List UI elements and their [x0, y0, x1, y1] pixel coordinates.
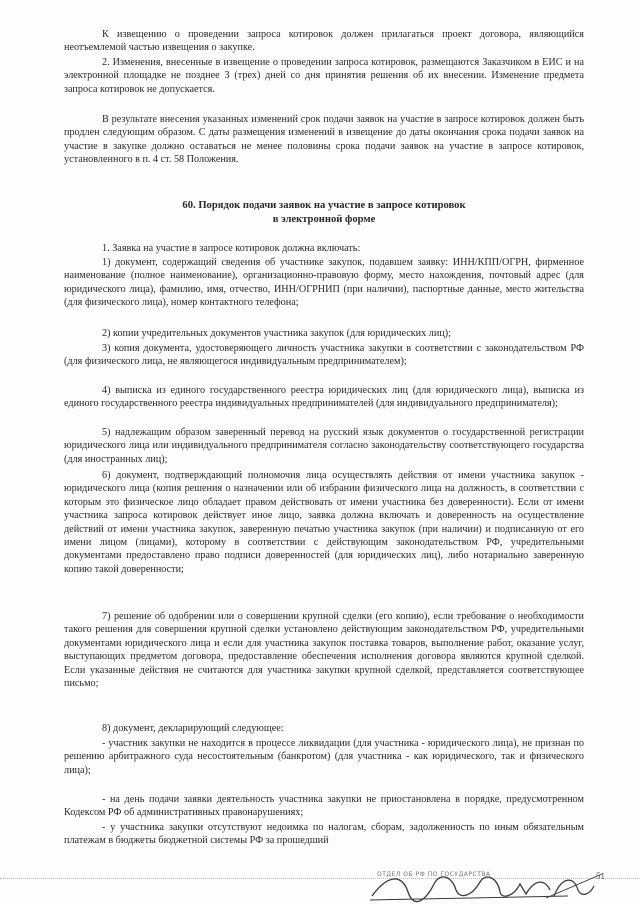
- paragraph-contract-attachment: К извещению о проведении запроса котировок должен прилагаться проект договора, являющийся неотъемлемой частью извещения о закупке.: [64, 29, 584, 54]
- paragraph-subitem-2: 2) копии учредительных документов участника закупок (для юридических лиц);: [102, 328, 451, 339]
- paragraph-subitem-1: 1) документ, содержащий сведения об участнике закупок, подавшем заявку: ИНН/КПП/ОГРН, фирменное наименование (полное наименование), организационно-правовую форму, место нахождения, почтовый адрес (для юридического лица), фамилию, имя, отчество, ИНН/ОГРНИП (при наличии), паспортные данные, место жительства (для физического лица), номер контактного телефона;: [64, 257, 584, 309]
- stamp-text: ОТДЕЛ ОБ РФ ПО ГОСУДАРСТВА: [377, 871, 491, 878]
- paragraph-subitem-3: 3) копия документа, удостоверяющего личность участника закупки в соответствии с законодательством РФ (для физического лица, не являющегося индивидуальным предпринимателем);: [64, 343, 584, 368]
- paragraph-declaration-arrears: - у участника закупки отсутствуют недоимка по налогам, сборам, задолженность по иным обязательным платежам в бюджеты бюджетной системы РФ за прошедший: [64, 822, 584, 847]
- paragraph-subitem-8: 8) документ, декларирующий следующее:: [102, 723, 284, 734]
- section-heading-line1: 60. Порядок подачи заявок на участие в запросе котировок: [182, 200, 466, 211]
- handwritten-signature: [368, 866, 608, 906]
- paragraph-declaration-suspension: - на день подачи заявки деятельность участника закупки не приостановлена в порядке, предусмотренном Кодексом РФ об административных правонарушениях;: [64, 794, 584, 819]
- paragraph-item-1-intro: 1. Заявка на участие в запросе котировок должна включать:: [102, 243, 361, 254]
- paragraph-subitem-7: 7) решение об одобрении или о совершении крупной сделки (его копию), если требование о необходимости такого решения для совершения крупной сделки установлено действующим законодательством РФ, учредительными документами юридического лица и если для участника закупок поставка товаров, выполнение работ, оказание услуг, выступающих предметом договора, предоставление обеспечения исполнения договора являются крупной сделкой. Если указанные действия не считаются для участника закупки крупной сделкой, представляется соответствующее письмо;: [64, 611, 584, 690]
- paragraph-subitem-4: 4) выписка из единого государственного реестра юридических лиц (для юридического лица), выписка из единого государственного реестра индивидуальных предпринимателей (для индивидуального предпринимателя);: [64, 385, 584, 410]
- section-heading-line2: в электронной форме: [272, 214, 376, 225]
- paragraph-deadline-extension: В результате внесения указанных изменений срок подачи заявок на участие в запросе котировок должен быть продлен следующим образом. С даты размещения изменений в извещение до даты окончания срока подачи заявок на участие в закупке должно оставаться не менее половины срока подачи заявок на участие в запросе котировок, установленного в п. 4 ст. 58 Положения.: [64, 114, 584, 166]
- page-number: 51: [596, 871, 605, 881]
- paragraph-changes: 2. Изменения, внесенные в извещение о проведении запроса котировок, размещаются Заказчиком в ЕИС и на электронной площадке не позднее 3 (трех) дней со дня принятия решения об их внесении. Изменение предмета запроса котировок не допускается.: [64, 57, 584, 95]
- paragraph-declaration-liquidation: - участник закупки не находится в процессе ликвидации (для участника - юридического лица), не признан по решению арбитражного суда несостоятельным (банкротом) (для участника - как юридического, так и физического лица);: [64, 738, 584, 776]
- paragraph-subitem-5: 5) надлежащим образом заверенный перевод на русский язык документов о государственной регистрации юридического лица или индивидуального предпринимателя согласно законодательству соответствующего государства (для иностранных лиц);: [64, 427, 584, 465]
- paragraph-subitem-6: 6) документ, подтверждающий полномочия лица осуществлять действия от имени участника закупок - юридического лица (копия решения о назначении или об избрании физического лица на должность, в соответствии с которым это физическое лицо обладает правом действовать от имени участника без доверенности). Если от имени участника запроса котировок действует иное лицо, заявка должна включать и доверенность на осуществление действий от имени участника закупок, заверенную печатью участника закупок (при наличии) и подписанную от его имени лицом (лицами), которому в соответствии с действующим законодательством РФ, учредительными документами предоставлено право подписи доверенностей (для юридических лиц), либо нотариально заверенную копию такой доверенности;: [64, 470, 584, 575]
